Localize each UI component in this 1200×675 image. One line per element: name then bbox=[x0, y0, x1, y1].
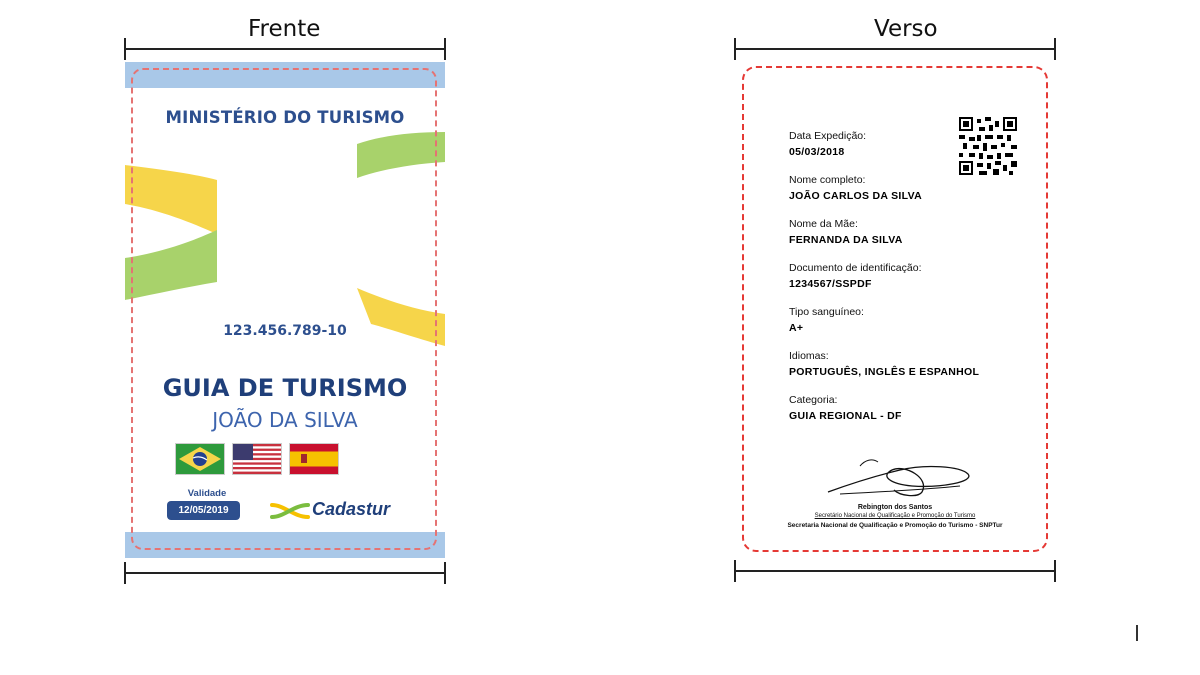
signatory-organization: Secretaria Nacional de Qualificação e Promoção do Turismo - SNPTur bbox=[787, 522, 1003, 529]
field-label: Documento de identificação: bbox=[789, 262, 922, 274]
field-value: A+ bbox=[789, 322, 804, 334]
field-label: Nome completo: bbox=[789, 174, 866, 186]
signatory-role: Secretário Nacional de Qualificação e Promoção do Turismo bbox=[814, 513, 976, 519]
handwritten-signature bbox=[820, 456, 985, 502]
text-cursor bbox=[1136, 625, 1138, 641]
qr-code-icon bbox=[959, 117, 1017, 175]
card-title: GUIA DE TURISMO bbox=[162, 374, 408, 402]
field-label: Idiomas: bbox=[789, 350, 829, 362]
signatory-name: Rebington dos Santos bbox=[857, 504, 933, 511]
validity-date-badge: 12/05/2019 bbox=[167, 501, 240, 520]
field-value: JOÃO CARLOS DA SILVA bbox=[789, 190, 922, 202]
field-value: PORTUGUÊS, INGLÊS E ESPANHOL bbox=[789, 366, 980, 378]
front-safe-area-dashed-border bbox=[131, 68, 437, 550]
field-label: Data Expedição: bbox=[789, 130, 867, 142]
registration-number: 123.456.789-10 bbox=[223, 323, 347, 339]
field-label: Nome da Mãe: bbox=[789, 218, 858, 230]
field-label: Tipo sanguíneo: bbox=[789, 306, 864, 318]
holder-name: JOÃO DA SILVA bbox=[212, 408, 358, 432]
back-side-title: Verso bbox=[874, 16, 938, 42]
field-value: 1234567/SSPDF bbox=[789, 278, 872, 290]
front-side-title: Frente bbox=[248, 16, 321, 42]
ministry-title: MINISTÉRIO DO TURISMO bbox=[165, 108, 405, 127]
field-value: 05/03/2018 bbox=[789, 146, 845, 158]
field-label: Categoria: bbox=[789, 394, 838, 406]
cadastur-brand-text: Cadastur bbox=[312, 499, 391, 519]
validity-label: Validade bbox=[187, 488, 227, 499]
field-value: GUIA REGIONAL - DF bbox=[789, 410, 902, 422]
field-value: FERNANDA DA SILVA bbox=[789, 234, 903, 246]
